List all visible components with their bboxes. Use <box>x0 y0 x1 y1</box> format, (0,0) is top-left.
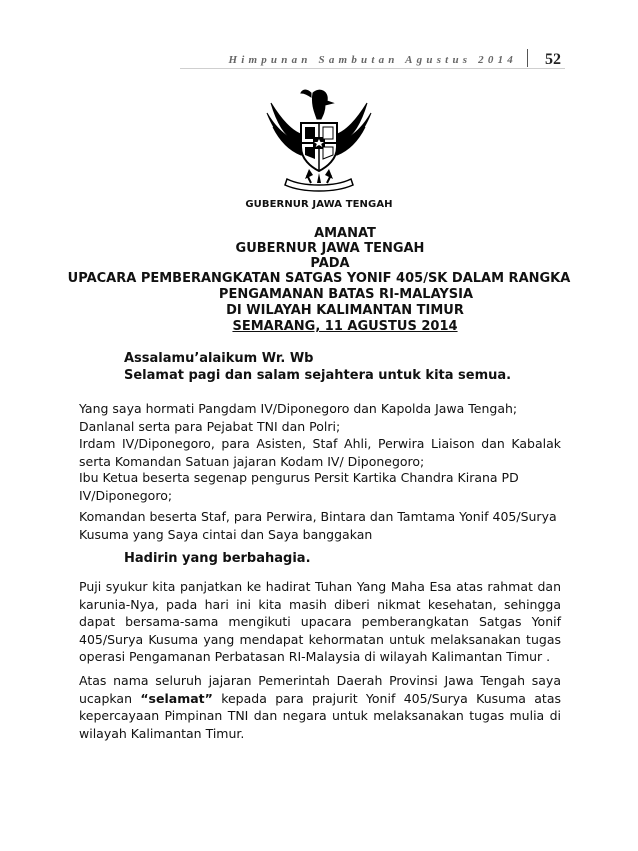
paragraph-text: kepada para prajurit Yonif 405/Surya Kusuma atas kepercayaan Pimpinan TNI dan negara untuk melaksanakan tugas mulia di wilayah Kalimantan Timur. <box>79 690 561 741</box>
paragraph-gratitude: Puji syukur kita panjatkan ke hadirat Tuhan Yang Maha Esa atas rahmat dan karunia-Nya, pada hari ini kita masih diberi nikmat kesehatan, sehingga dapat bersama-sama mengikuti upacara pemberangkatan Satgas Yonif 405/Surya Kusuma yang mendapat kehormatan untuk melaksanakan tugas operasi Pengamanan Perbatasan RI-Malaysia di wilayah Kalimantan Timur . <box>79 579 561 664</box>
paragraph-text: Atas nama seluruh jajaran Pemerintah Daerah Provinsi Jawa Tengah saya ucapkan <box>79 673 561 706</box>
paragraph-congratulations <box>79 672 561 742</box>
paragraph-line: Yang saya hormati Pangdam IV/Diponegoro dan Kapolda Jawa Tengah; <box>79 401 518 416</box>
paragraph-commander: Komandan beserta Staf, para Perwira, Bintara dan Tamtama Yonif 405/Surya Kusuma yang Saya cintai dan Saya banggakan <box>79 509 557 542</box>
header-separator <box>527 49 528 67</box>
paragraph-line: Danlanal serta para Pejabat TNI dan Polri; <box>79 418 341 434</box>
page-number: 52 <box>545 51 561 68</box>
heading-hadirin: Hadirin yang berbahagia. <box>124 551 311 566</box>
paragraph-line: Irdam IV/Diponegoro, para Asisten, Staf Ahli, Perwira Liaison dan Kabalak serta Komandan Satuan jajaran Kodam IV/ Diponegoro; <box>79 436 561 469</box>
paragraph-respected-officials <box>79 400 561 470</box>
title-region: DI WILAYAH KALIMANTAN TIMUR <box>226 303 464 318</box>
emblem-caption-text: GUBERNUR JAWA TENGAH <box>245 199 393 210</box>
greeting-salam: Assalamu’alaikum Wr. Wb <box>124 351 314 366</box>
running-title: Himpunan Sambutan Agustus 2014 <box>228 54 517 66</box>
emblem-caption <box>0 199 638 210</box>
title-place-date-text: SEMARANG, 11 AGUSTUS 2014 <box>232 319 458 334</box>
running-header <box>180 38 565 69</box>
title-ceremony: UPACARA PEMBERANGKATAN SATGAS YONIF 405/SK DALAM RANGKA <box>67 271 571 286</box>
greeting-morning: Selamat pagi dan salam sejahtera untuk kita semua. <box>124 368 512 383</box>
garuda-pancasila-emblem-icon <box>263 83 375 195</box>
title-governor: GUBERNUR JAWA TENGAH <box>235 241 425 256</box>
title-place-date <box>26 319 638 335</box>
title-pada: PADA <box>310 256 350 271</box>
title-border-security: PENGAMANAN BATAS RI-MALAYSIA <box>218 287 474 302</box>
selamat-emphasis: “selamat” <box>140 690 213 706</box>
title-amanat: AMANAT <box>314 226 376 241</box>
paragraph-persit: Ibu Ketua beserta segenap pengurus Persit Kartika Chandra Kirana PD IV/Diponegoro; <box>79 470 519 503</box>
